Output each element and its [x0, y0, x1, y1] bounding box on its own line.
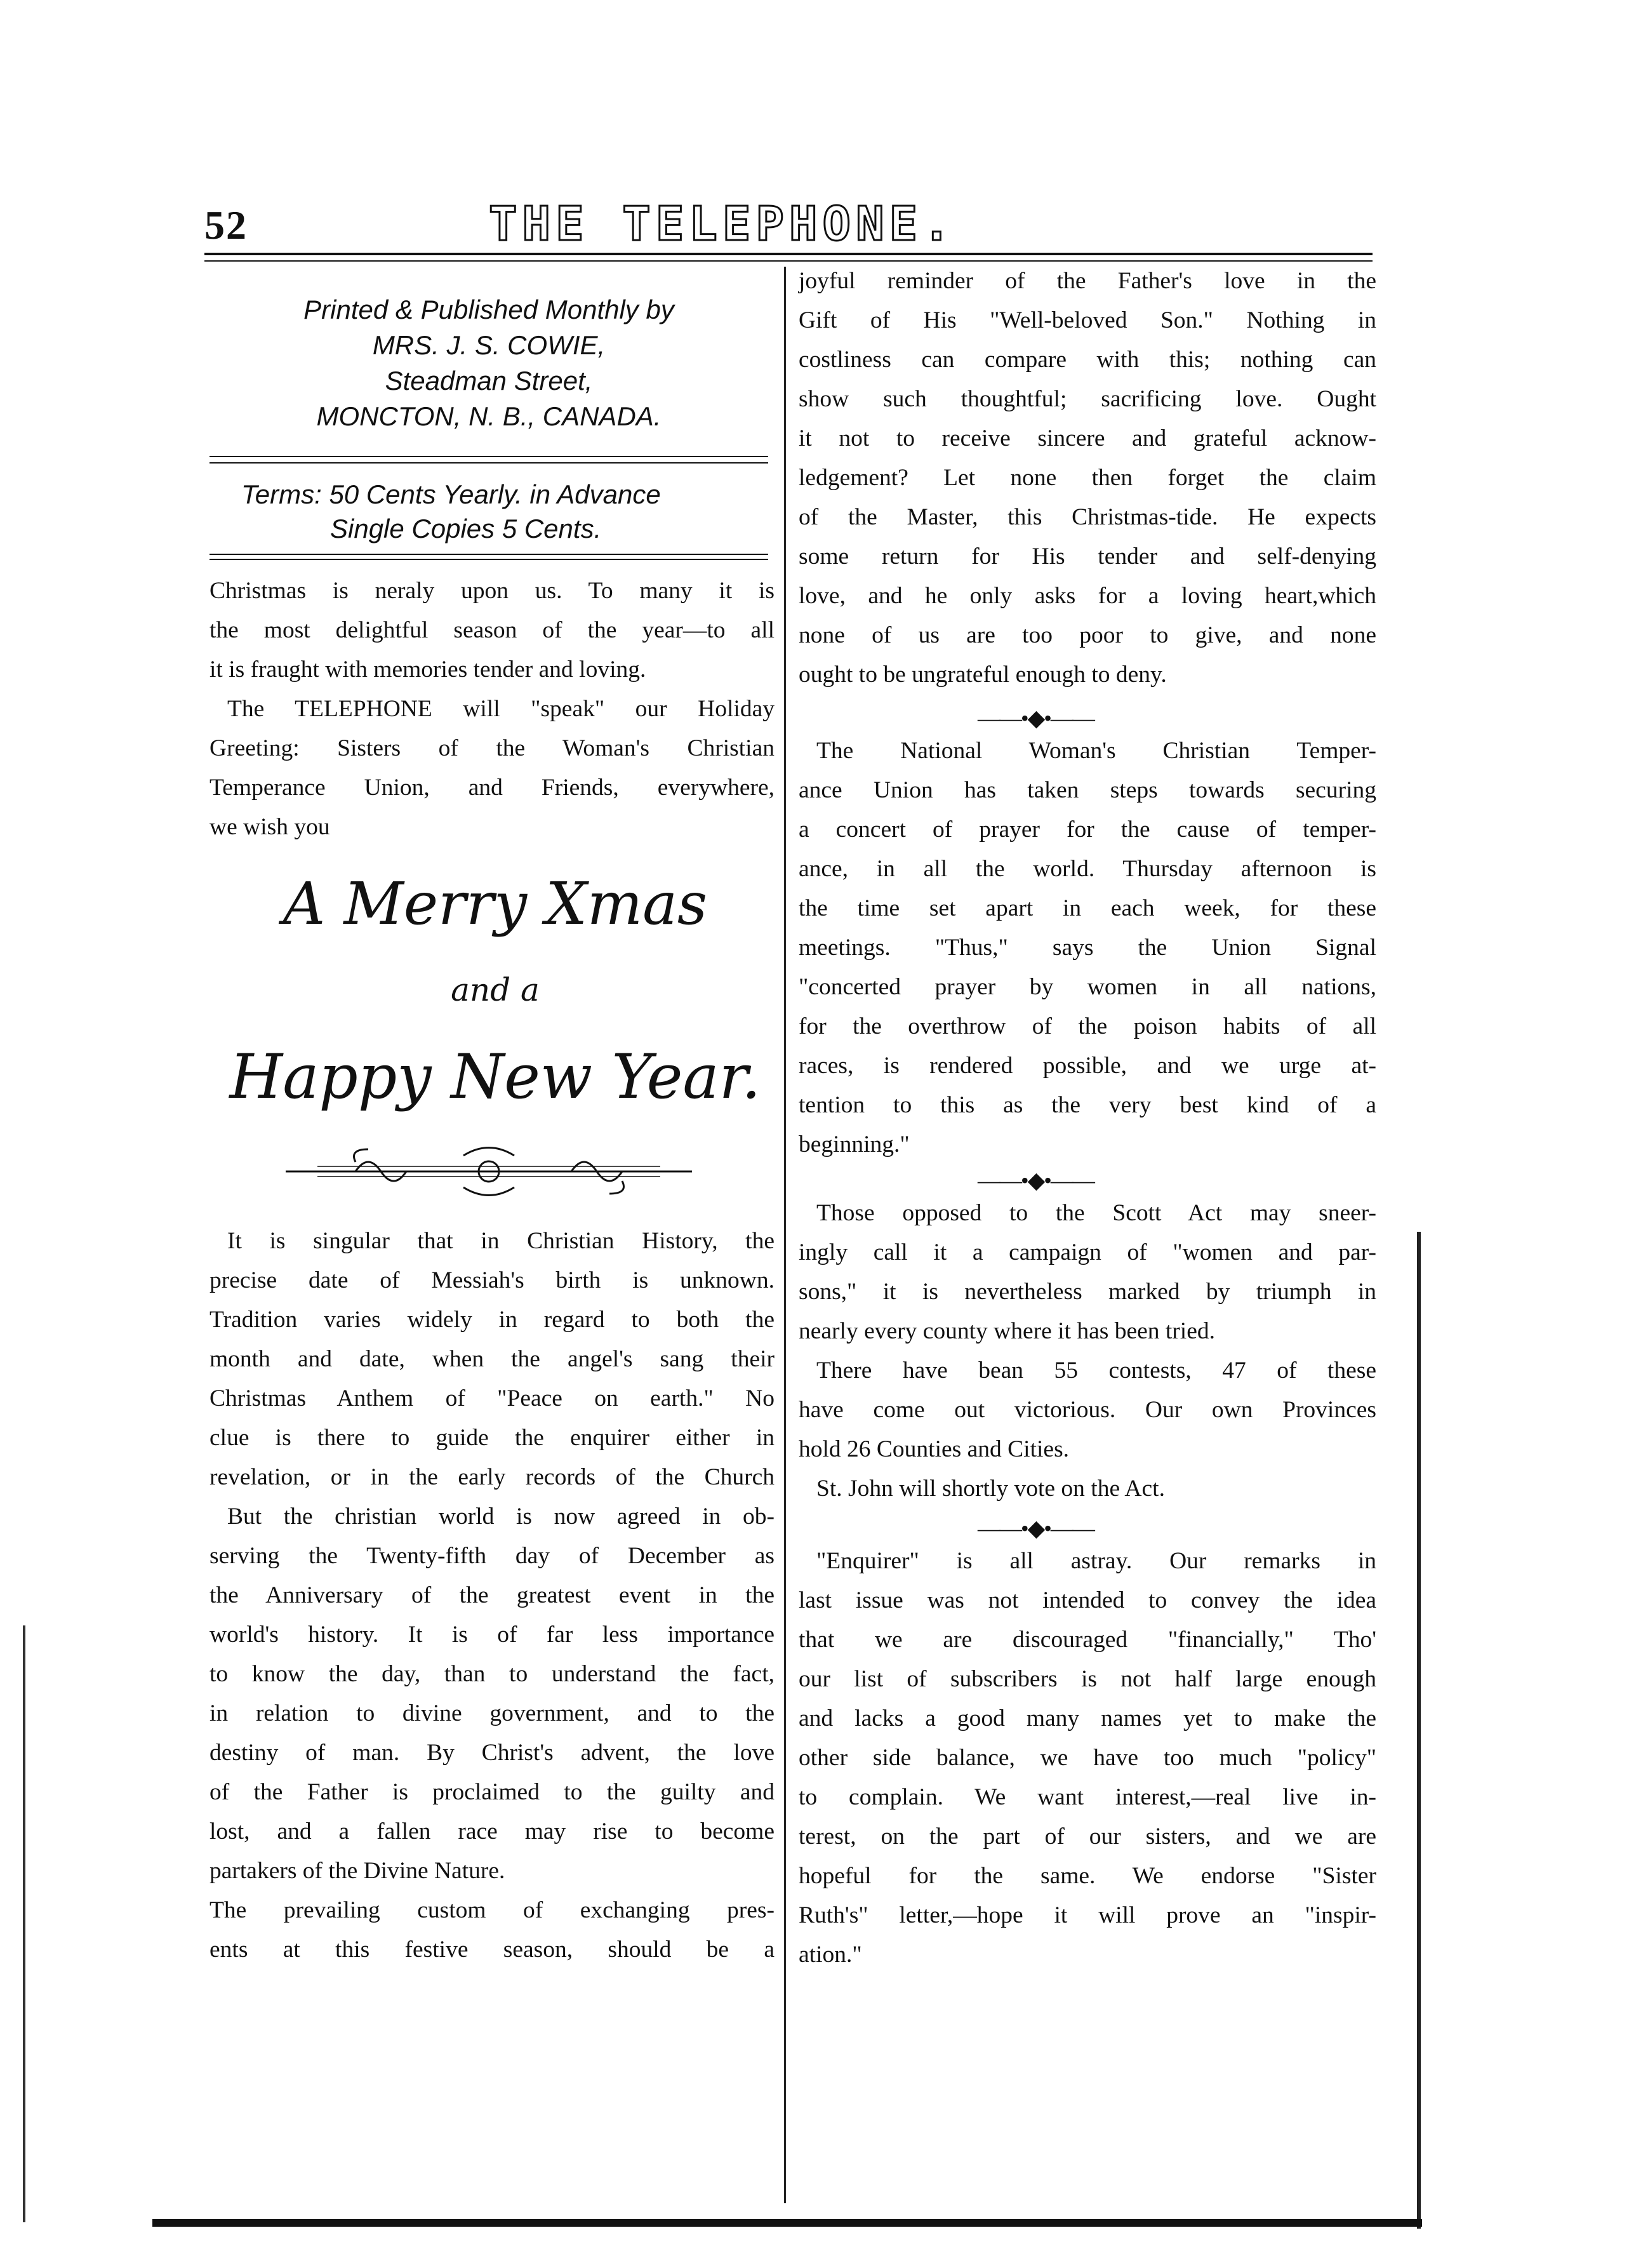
text-line: But the christian world is now agreed in ob-: [227, 1504, 775, 1530]
text-line: destiny of man. By Christ's advent, the love: [209, 1740, 775, 1766]
text-line: terest, on the part of our sisters, and we are: [799, 1824, 1376, 1850]
article-concert-of-prayer: [799, 731, 1376, 1164]
text-line: some return for His tender and self-denying: [799, 544, 1376, 570]
section-separator: ——•◆•——: [978, 1168, 1094, 1193]
greeting-merry-xmas: A Merry Xmas: [283, 870, 708, 938]
publisher-line-1: Printed & Published Monthly by: [303, 295, 674, 324]
text-line: serving the Twenty-fifth day of December as: [209, 1543, 775, 1569]
text-line: The TELEPHONE will "speak" our Holiday: [227, 696, 775, 722]
newspaper-title: THE TELEPHONE.: [489, 197, 956, 251]
text-line: ingly call it a campaign of "women and par-: [799, 1239, 1376, 1265]
text-line: it not to receive sincere and grateful acknow-: [799, 425, 1376, 451]
header-rule-top: [204, 253, 1373, 255]
text-line: St. John will shortly vote on the Act.: [816, 1476, 1165, 1502]
text-line: Greeting: Sisters of the Woman's Christian: [209, 735, 775, 761]
text-line: of the Master, this Christmas-tide. He expects: [799, 504, 1376, 530]
text-line: The National Woman's Christian Temper-: [816, 738, 1376, 764]
text-line: ents at this festive season, should be a: [209, 1937, 775, 1963]
text-line: Gift of His "Well-beloved Son." Nothing in: [799, 307, 1376, 333]
text-line: Those opposed to the Scott Act may sneer-: [816, 1200, 1376, 1226]
text-line: of the Father is proclaimed to the guilty and: [209, 1779, 775, 1805]
text-line: hopeful for the same. We endorse "Sister: [799, 1863, 1376, 1889]
text-line: hold 26 Counties and Cities.: [799, 1436, 1070, 1462]
section-separator: ——•◆•——: [978, 1516, 1094, 1541]
terms-block: [241, 477, 661, 546]
publisher-block: [209, 292, 768, 434]
text-line: ation.": [799, 1942, 862, 1968]
text-line: joyful reminder of the Father's love in the: [799, 268, 1376, 294]
text-line: races, is rendered possible, and we urge at-: [799, 1053, 1376, 1079]
publisher-street: Steadman Street,: [385, 366, 593, 396]
text-line: precise date of Messiah's birth is unknown.: [209, 1267, 775, 1293]
text-line: we wish you: [209, 814, 330, 840]
text-line: beginning.": [799, 1131, 910, 1157]
text-line: Ruth's" letter,—hope it will prove an "inspir-: [799, 1902, 1376, 1928]
publisher-rule-1: [209, 456, 768, 457]
publisher-city: MONCTON, N. B., CANADA.: [316, 401, 662, 431]
page-edge-left: [23, 1625, 25, 2222]
text-line: a concert of prayer for the cause of temper-: [799, 817, 1376, 843]
text-line: the time set apart in each week, for these: [799, 895, 1376, 921]
article-christmas-intro: [209, 571, 775, 847]
greeting-and-a: and a: [451, 971, 540, 1008]
text-line: There have bean 55 contests, 47 of these: [816, 1357, 1376, 1384]
text-line: in relation to divine government, and to the: [209, 1700, 775, 1726]
text-line: our list of subscribers is not half large enough: [799, 1666, 1376, 1692]
text-line: to know the day, than to understand the fact,: [209, 1661, 775, 1687]
text-line: have come out victorious. Our own Provinces: [799, 1397, 1376, 1423]
page-number: 52: [204, 203, 248, 248]
publisher-name: MRS. J. S. COWIE,: [372, 330, 606, 360]
text-line: It is singular that in Christian History, the: [227, 1228, 775, 1254]
publisher-rule-2: [209, 462, 768, 464]
text-line: ledgement? Let none then forget the claim: [799, 465, 1376, 491]
text-line: ance Union has taken steps towards securing: [799, 777, 1376, 803]
text-line: month and date, when the angel's sang their: [209, 1346, 775, 1372]
text-line: "concerted prayer by women in all nations,: [799, 974, 1376, 1000]
text-line: and lacks a good many names yet to make the: [799, 1705, 1376, 1731]
text-line: the Anniversary of the greatest event in the: [209, 1582, 775, 1608]
text-line: that we are discouraged "financially," Tho': [799, 1627, 1376, 1653]
text-line: "Enquirer" is all astray. Our remarks in: [816, 1548, 1376, 1574]
text-line: Temperance Union, and Friends, everywhere,: [209, 775, 775, 801]
article-gift-reminder: [799, 262, 1376, 695]
text-line: love, and he only asks for a loving heart,which: [799, 583, 1376, 609]
article-christian-history: [209, 1222, 775, 1970]
text-line: Christmas is neraly upon us. To many it is: [209, 578, 775, 604]
text-line: nearly every county where it has been tried.: [799, 1318, 1215, 1344]
text-line: clue is there to guide the enquirer either in: [209, 1425, 775, 1451]
section-separator: ——•◆•——: [978, 705, 1094, 731]
article-scott-act: [799, 1194, 1376, 1509]
page-edge-right: [1417, 1232, 1421, 2229]
text-line: tention to this as the very best kind of a: [799, 1092, 1376, 1118]
page-edge-bottom: [152, 2219, 1422, 2227]
terms-rule-2: [209, 559, 768, 560]
text-line: other side balance, we have too much "policy": [799, 1745, 1376, 1771]
text-line: Christmas Anthem of "Peace on earth." No: [209, 1385, 775, 1411]
greeting-happy-new-year: Happy New Year.: [229, 1041, 761, 1112]
column-divider: [784, 267, 786, 2203]
text-line: costliness can compare with this; nothing can: [799, 347, 1376, 373]
text-line: last issue was not intended to convey the idea: [799, 1587, 1376, 1613]
text-line: the most delightful season of the year—to all: [209, 617, 775, 643]
text-line: partakers of the Divine Nature.: [209, 1858, 505, 1884]
ornament-flourish: [279, 1137, 698, 1206]
terms-single: Single Copies 5 Cents.: [330, 514, 602, 544]
article-enquirer: [799, 1542, 1376, 1975]
text-line: revelation, or in the early records of the Church: [209, 1464, 775, 1490]
text-line: sons," it is nevertheless marked by triumph in: [799, 1279, 1376, 1305]
text-line: Tradition varies widely in regard to both the: [209, 1307, 775, 1333]
text-line: for the overthrow of the poison habits of all: [799, 1013, 1376, 1039]
text-line: world's history. It is of far less importance: [209, 1622, 775, 1648]
text-line: The prevailing custom of exchanging pres-: [209, 1897, 775, 1923]
text-line: lost, and a fallen race may rise to become: [209, 1818, 775, 1844]
text-line: none of us are too poor to give, and none: [799, 622, 1376, 648]
text-line: show such thoughtful; sacrificing love. Ought: [799, 386, 1376, 412]
terms-rule-1: [209, 554, 768, 555]
text-line: meetings. "Thus," says the Union Signal: [799, 935, 1376, 961]
text-line: ance, in all the world. Thursday afternoon is: [799, 856, 1376, 882]
text-line: ought to be ungrateful enough to deny.: [799, 662, 1167, 688]
text-line: to complain. We want interest,—real live in-: [799, 1784, 1376, 1810]
text-line: it is fraught with memories tender and loving.: [209, 657, 646, 683]
terms-yearly: Terms: 50 Cents Yearly. in Advance: [241, 479, 661, 509]
